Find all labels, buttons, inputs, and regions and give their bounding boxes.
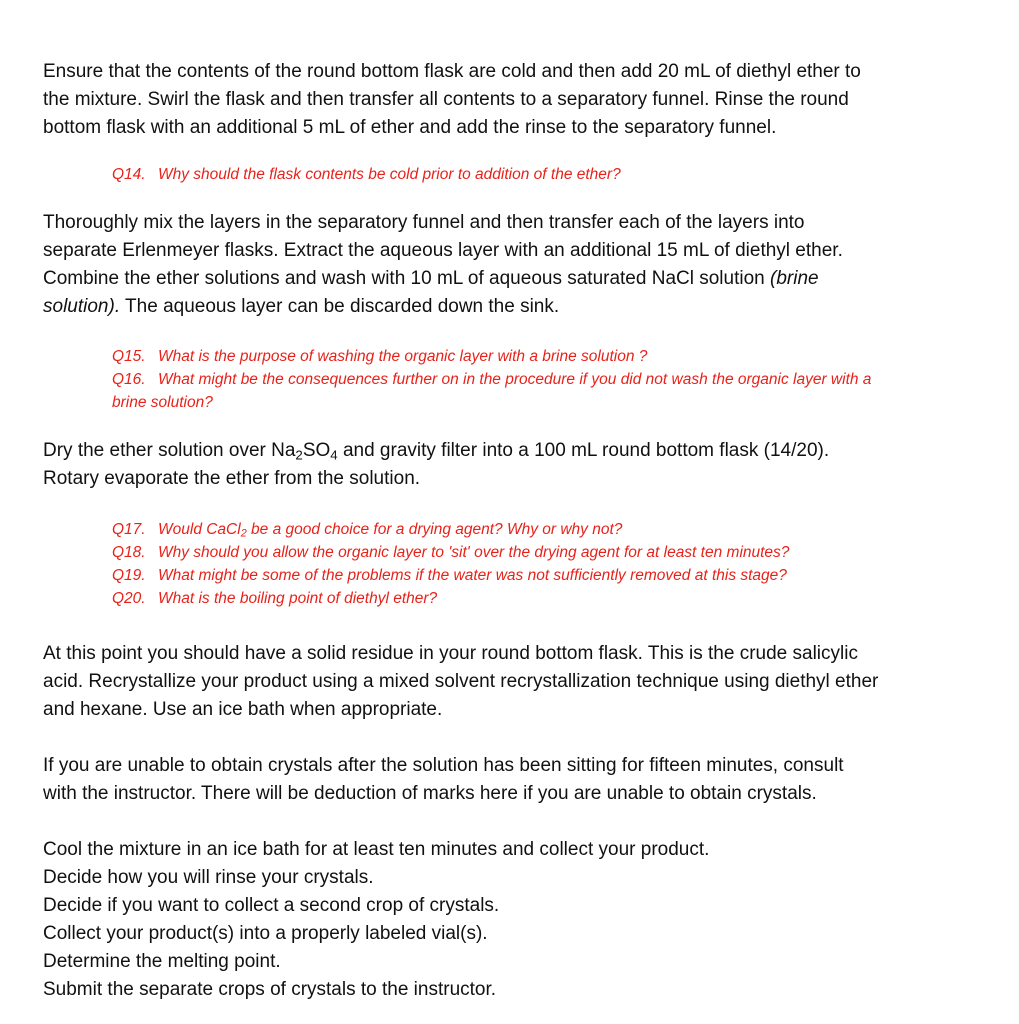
text-run: Dry the ether solution over Na [43, 440, 296, 461]
question-number: Q17. [112, 521, 146, 538]
question-number: Q14. [112, 166, 146, 183]
question-block-q17-q20 [112, 518, 993, 610]
text-run: and gravity filter into a 100 mL round bottom flask (14/20). [337, 440, 830, 461]
question-text: Why should the flask contents be cold prior to addition of the ether? [158, 166, 621, 183]
question-block-q15-q16 [112, 345, 993, 414]
question-item [112, 518, 993, 541]
question-text: Would CaCl [158, 521, 241, 538]
text-line: separate Erlenmeyer flasks. Extract the aqueous layer with an additional 15 mL of diethyl ether. [43, 240, 843, 261]
question-item [112, 345, 993, 368]
text-line: Collect your product(s) into a properly labeled vial(s). [43, 923, 488, 944]
text-run: Combine the ether solutions and wash with 10 mL of aqueous saturated NaCl solution [43, 268, 771, 289]
text-line: acid. Recrystallize your product using a mixed solvent recrystallization technique using diethyl ether [43, 671, 879, 692]
question-text: What might be the consequences further on in the procedure if you did not wash the organic layer with a [158, 371, 872, 388]
text-line: Cool the mixture in an ice bath for at least ten minutes and collect your product. [43, 839, 710, 860]
text-line: Ensure that the contents of the round bottom flask are cold and then add 20 mL of diethyl ether to [43, 61, 861, 82]
text-line: Determine the melting point. [43, 951, 281, 972]
document-page [43, 58, 993, 1004]
question-text: What is the boiling point of diethyl ether? [158, 590, 438, 607]
text-line: Thoroughly mix the layers in the separatory funnel and then transfer each of the layers into [43, 212, 805, 233]
question-number: Q20. [112, 590, 146, 607]
text-line [43, 437, 993, 465]
text-line: Rotary evaporate the ether from the solution. [43, 468, 421, 489]
paragraph-recrystallization [43, 640, 993, 724]
question-text-continued: brine solution? [112, 394, 213, 411]
subscript: 4 [330, 447, 338, 463]
text-line: Decide if you want to collect a second crop of crystals. [43, 895, 500, 916]
paragraph-extraction [43, 209, 993, 321]
question-number: Q16. [112, 371, 146, 388]
question-number: Q19. [112, 567, 146, 584]
question-text: What might be some of the problems if the water was not sufficiently removed at this stage? [158, 567, 787, 584]
paragraph-ether-addition [43, 58, 993, 142]
question-item [112, 163, 993, 186]
text-line [43, 293, 993, 321]
paragraph-drying [43, 437, 993, 493]
text-line: Submit the separate crops of crystals to the instructor. [43, 979, 497, 1000]
paragraph-final-steps [43, 836, 993, 1004]
text-line: At this point you should have a solid residue in your round bottom flask. This is the crude salicylic [43, 643, 858, 664]
question-block-q14 [112, 163, 993, 186]
subscript: 2 [295, 447, 303, 463]
question-item [112, 564, 993, 587]
text-line [43, 265, 993, 293]
paragraph-no-crystals [43, 752, 993, 808]
text-run: The aqueous layer can be discarded down the sink. [120, 296, 560, 317]
text-line: bottom flask with an additional 5 mL of ether and add the rinse to the separatory funnel. [43, 117, 777, 138]
question-item [112, 368, 993, 391]
question-text: Why should you allow the organic layer to 'sit' over the drying agent for at least ten minutes? [158, 544, 790, 561]
question-number: Q15. [112, 348, 146, 365]
text-run: SO [302, 440, 331, 461]
question-item [112, 587, 993, 610]
question-number: Q18. [112, 544, 146, 561]
question-text: What is the purpose of washing the organic layer with a brine solution ? [158, 348, 648, 365]
text-line: the mixture. Swirl the flask and then transfer all contents to a separatory funnel. Rinse the round [43, 89, 849, 110]
text-line: and hexane. Use an ice bath when appropriate. [43, 699, 443, 720]
text-line: If you are unable to obtain crystals after the solution has been sitting for fifteen minutes, consult [43, 755, 844, 776]
question-item [112, 541, 993, 564]
text-run-italic: solution). [43, 296, 121, 317]
question-text: be a good choice for a drying agent? Why or why not? [246, 521, 623, 538]
text-line: with the instructor. There will be deduction of marks here if you are unable to obtain crystals. [43, 783, 817, 804]
text-run-italic: (brine [770, 268, 819, 289]
text-line: Decide how you will rinse your crystals. [43, 867, 374, 888]
subscript: 2 [240, 527, 247, 540]
